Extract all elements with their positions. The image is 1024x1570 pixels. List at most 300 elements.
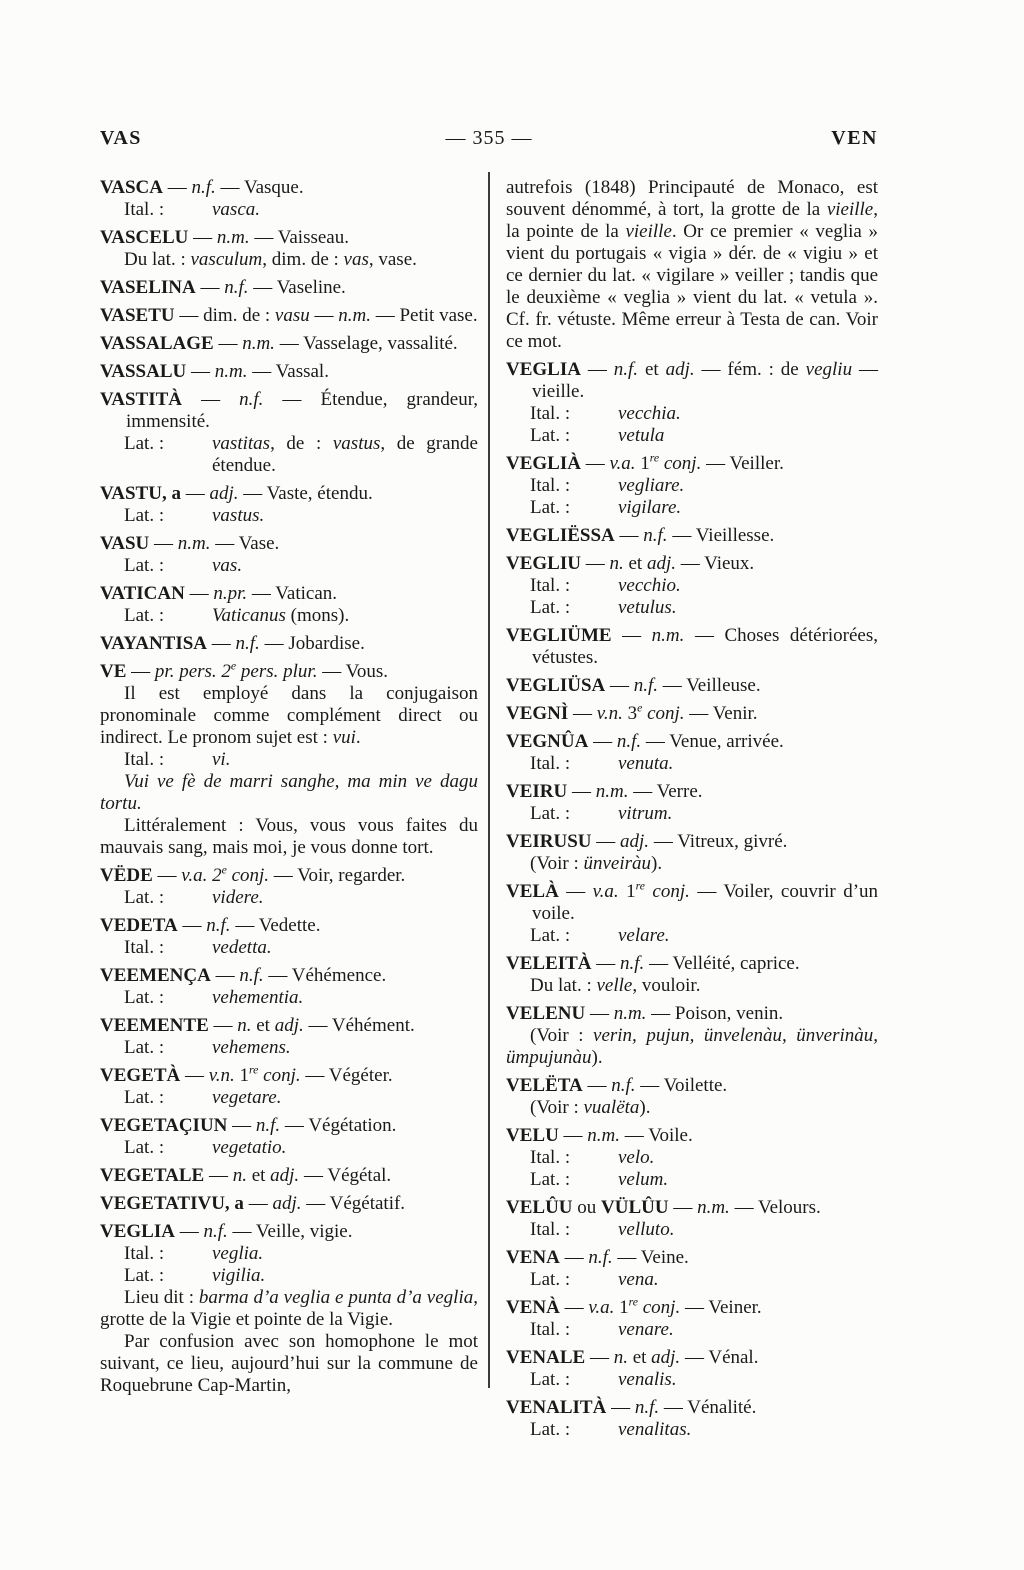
translation-line	[506, 925, 878, 947]
italic-text: n.pr.	[213, 583, 248, 604]
italic-text: Vui ve fè de marri sanghe, ma min ve dagu tortu.	[100, 771, 478, 814]
regular-text: —	[204, 1165, 233, 1186]
italic-text: v.n.	[208, 1065, 235, 1086]
italic-text: vehementia.	[212, 987, 304, 1008]
entry-headline	[100, 227, 478, 249]
language-label: Lat. :	[530, 803, 571, 824]
italic-text: n.f.	[613, 359, 639, 380]
regular-text: — Venir.	[684, 703, 758, 724]
italic-text: conj.	[645, 881, 690, 902]
entry-headline	[506, 1197, 878, 1219]
headword-text: VEGLIA	[100, 1221, 175, 1242]
headword-text: VEDETA	[100, 915, 178, 936]
entry-headline	[100, 633, 478, 655]
italic-text: vedetta.	[212, 937, 272, 958]
headword-text: VASELINA	[100, 277, 196, 298]
headword-text: VÜLÛU	[601, 1197, 669, 1218]
italic-text: v.n.	[596, 703, 623, 724]
superscript-ordinal: re	[628, 1295, 638, 1309]
regular-text: — Veille, vigie.	[227, 1221, 353, 1242]
superscript-ordinal: re	[249, 1063, 259, 1077]
italic-text: verin, pujun, ünvelenàu, ünverinàu, ümpujunàu	[506, 1025, 878, 1068]
language-label: Lat. :	[530, 425, 571, 446]
regular-text: — dim. de :	[174, 305, 275, 326]
italic-text: vas.	[212, 555, 243, 576]
italic-text: vitrum.	[618, 803, 673, 824]
body-paragraph	[100, 1287, 478, 1331]
headword-text: VELU	[506, 1125, 559, 1146]
italic-text: vualëta	[583, 1097, 640, 1118]
italic-text: n.f.	[235, 633, 260, 654]
entry-headline	[506, 625, 878, 669]
language-label: Lat. :	[530, 1169, 571, 1190]
entry-headline	[100, 1015, 478, 1037]
italic-text: v.a.	[592, 881, 619, 902]
dictionary-entry	[506, 1003, 878, 1069]
regular-text: —	[668, 1197, 698, 1218]
regular-text: Il est employé dans la conjugaison pronominale comme complément direct ou indirect. Le pronom sujet est :	[100, 683, 478, 748]
italic-text: venare.	[618, 1319, 674, 1340]
entry-headline	[506, 781, 878, 803]
regular-text: — Vénal.	[680, 1347, 759, 1368]
entry-headline	[506, 1297, 878, 1319]
italic-text: vecchia.	[618, 403, 681, 424]
dictionary-entry	[506, 1197, 878, 1241]
body-paragraph	[100, 1331, 478, 1397]
dictionary-entry	[100, 227, 478, 271]
dictionary-entry	[506, 675, 878, 697]
regular-text: et	[246, 1165, 271, 1186]
regular-text: —	[152, 865, 182, 886]
headword-text: VEIRUSU	[506, 831, 592, 852]
regular-text: — Vénalité.	[659, 1397, 757, 1418]
headword-text: VASTU, a	[100, 483, 181, 504]
regular-text: —	[213, 333, 243, 354]
italic-text: velo.	[618, 1147, 655, 1168]
body-paragraph	[100, 815, 478, 859]
regular-text: —	[195, 277, 225, 298]
dictionary-entry	[100, 277, 478, 299]
italic-text: n.m.	[242, 333, 275, 354]
regular-text: Du lat. :	[124, 249, 191, 270]
headword-text: VATICAN	[100, 583, 185, 604]
note-line	[100, 249, 478, 271]
note-line	[506, 853, 878, 875]
italic-text: vasu	[274, 305, 310, 326]
regular-text: (Voir :	[530, 1097, 584, 1118]
regular-text: — Vitreux, givré.	[649, 831, 788, 852]
entry-headline	[100, 1165, 478, 1187]
dictionary-entry	[506, 1125, 878, 1191]
regular-text: Littéralement : Vous, vous vous faites du mauvais sang, mais moi, je vous donne tort.	[100, 815, 478, 858]
italic-text: barma d’a veglia e punta d’a veglia	[198, 1287, 474, 1308]
dictionary-entry	[506, 1347, 878, 1391]
italic-text: venalis.	[618, 1369, 677, 1390]
language-label: Lat. :	[124, 555, 165, 576]
italic-text: vehemens.	[212, 1037, 291, 1058]
italic-text: n.f.	[255, 1115, 281, 1136]
translation-line	[100, 199, 478, 221]
headword-text: VASSALU	[100, 361, 187, 382]
language-label: Lat. :	[530, 1369, 571, 1390]
italic-text: pr. pers. 2	[154, 661, 231, 682]
regular-text: —	[309, 305, 339, 326]
entry-headline	[100, 661, 478, 683]
language-label: Lat. :	[124, 987, 165, 1008]
italic-text: Vaticanus	[212, 605, 286, 626]
dictionary-entry	[100, 361, 478, 383]
headword-text: VENA	[506, 1247, 560, 1268]
regular-text: et	[638, 359, 666, 380]
italic-text: n.m.	[595, 781, 629, 802]
superscript-ordinal: re	[635, 879, 645, 893]
translation-line	[506, 1319, 878, 1341]
regular-text: ).	[651, 853, 663, 874]
headword-text: VENALE	[506, 1347, 586, 1368]
regular-text: — Veiner.	[680, 1297, 762, 1318]
italic-text: n.f.	[588, 1247, 613, 1268]
translation-line	[506, 425, 878, 447]
translation-line	[506, 403, 878, 425]
italic-text: vigilare.	[618, 497, 682, 518]
headword-text: VEGLIÀ	[506, 453, 581, 474]
headword-text: VEEMENTE	[100, 1015, 209, 1036]
regular-text: — Étendue, grandeur, immensité.	[126, 389, 479, 432]
regular-text: — Voiler, couvrir d’un voile.	[532, 881, 879, 924]
entry-headline	[506, 881, 878, 925]
entry-headline	[100, 389, 478, 433]
italic-text: adj.	[209, 483, 239, 504]
italic-text: n.f.	[203, 1221, 228, 1242]
dictionary-entry	[506, 1075, 878, 1119]
italic-text: vecchio.	[618, 575, 681, 596]
body-paragraph	[100, 683, 478, 749]
language-label: Lat. :	[530, 497, 571, 518]
regular-text: —	[568, 703, 597, 724]
italic-text: n.	[232, 1165, 247, 1186]
regular-text: , vase.	[368, 249, 417, 270]
regular-text: , vouloir.	[632, 975, 701, 996]
italic-text: vas	[343, 249, 369, 270]
headword-text: VENÀ	[506, 1297, 560, 1318]
dictionary-entry	[506, 625, 878, 669]
translation-line	[506, 753, 878, 775]
translation-line	[100, 1087, 478, 1109]
headword-text: VEGLIÜSA	[506, 675, 606, 696]
dictionary-entry	[100, 1193, 478, 1215]
dictionary-entry	[100, 661, 478, 859]
translation-line	[506, 575, 878, 597]
regular-text: —	[591, 831, 621, 852]
entry-headline	[100, 1115, 478, 1137]
regular-text: —	[210, 965, 240, 986]
headword-text: VENALITÀ	[506, 1397, 607, 1418]
dictionary-entry	[506, 453, 878, 519]
regular-text: —	[591, 953, 621, 974]
regular-text: — Véhément.	[303, 1015, 415, 1036]
regular-text: — Voir, regarder.	[269, 865, 406, 886]
translation-line	[506, 1219, 878, 1241]
italic-text: vegetare.	[212, 1087, 282, 1108]
regular-text: —	[186, 361, 215, 382]
translation-line	[100, 1137, 478, 1159]
italic-text: adj.	[620, 831, 650, 852]
headword-text: VASTITÀ	[100, 389, 183, 410]
dictionary-entry	[100, 333, 478, 355]
language-label: Lat. :	[124, 605, 165, 626]
regular-text: —	[611, 625, 652, 646]
regular-text: — Voile.	[620, 1125, 693, 1146]
italic-text: velum.	[618, 1169, 669, 1190]
regular-text: —	[149, 533, 178, 554]
dictionary-entry	[100, 583, 478, 627]
note-line	[506, 975, 878, 997]
translation-line	[100, 1265, 478, 1287]
dictionary-entry	[100, 865, 478, 909]
regular-text: , la pointe de la	[506, 199, 878, 242]
regular-text: — Vatican.	[247, 583, 338, 604]
headword-text: VELEITÀ	[506, 953, 592, 974]
regular-text: —	[182, 389, 240, 410]
entry-headline	[506, 675, 878, 697]
italic-text: vasca.	[212, 199, 261, 220]
language-label: Lat. :	[530, 1269, 571, 1290]
dictionary-entry	[506, 1297, 878, 1341]
entry-headline	[100, 1221, 478, 1243]
regular-text: et	[623, 553, 647, 574]
regular-text: —	[180, 1065, 209, 1086]
headword-text: VEGLIA	[506, 359, 581, 380]
headword-text: VEGLIËSSA	[506, 525, 615, 546]
entry-headline	[506, 1125, 878, 1147]
headword-text: VEGETALE	[100, 1165, 205, 1186]
regular-text: — Vasselage, vassalité.	[274, 333, 458, 354]
regular-text: et	[251, 1015, 275, 1036]
translation-line	[100, 1243, 478, 1265]
regular-text: — Vieillesse.	[667, 525, 775, 546]
dictionary-entry	[506, 781, 878, 825]
regular-text: —	[559, 1297, 589, 1318]
headword-text: VEGNÌ	[506, 703, 569, 724]
regular-text: , de grande étendue.	[212, 433, 478, 476]
italic-text: adj.	[274, 1015, 304, 1036]
italic-text: n.m.	[216, 227, 250, 248]
headword-text: VEGLIU	[506, 553, 581, 574]
regular-text: — Vassal.	[247, 361, 329, 382]
italic-text: vieille	[826, 199, 874, 220]
italic-text: videre.	[212, 887, 264, 908]
language-label: Ital. :	[530, 403, 571, 424]
dictionary-entry	[100, 533, 478, 577]
regular-text: —	[163, 177, 192, 198]
regular-text: — Végéter.	[300, 1065, 393, 1086]
italic-text: vui	[332, 727, 356, 748]
headword-text: VEEMENÇA	[100, 965, 211, 986]
italic-text: pers. plur.	[236, 661, 318, 682]
regular-text: —	[180, 483, 210, 504]
italic-text: velle	[596, 975, 633, 996]
language-label: Lat. :	[530, 597, 571, 618]
regular-text: — Venue, arrivée.	[641, 731, 784, 752]
entry-headline	[506, 453, 878, 475]
translation-line	[506, 1369, 878, 1391]
italic-text: n.m.	[697, 1197, 730, 1218]
dictionary-entry	[100, 1065, 478, 1109]
regular-text: — Verre.	[628, 781, 703, 802]
entry-headline	[100, 583, 478, 605]
headword-text: VEGETAÇIUN	[100, 1115, 228, 1136]
headword-text: VASU	[100, 533, 150, 554]
italic-text: conj.	[659, 453, 702, 474]
entry-headline	[506, 1075, 878, 1097]
italic-text: vigilia.	[212, 1265, 266, 1286]
regular-text: (Voir :	[530, 853, 584, 874]
dictionary-entry	[506, 703, 878, 725]
dictionary-entry	[100, 1221, 478, 1397]
entry-headline	[100, 1193, 478, 1215]
entry-headline	[100, 305, 478, 327]
regular-text: — Vedette.	[230, 915, 321, 936]
regular-text: — Vase.	[210, 533, 280, 554]
language-label: Lat. :	[124, 1265, 165, 1286]
translation-line	[100, 987, 478, 1009]
regular-text: Du lat. :	[530, 975, 597, 996]
regular-text: Par confusion avec son homophone le mot suivant, ce lieu, aujourd’hui sur la commune de Roquebrune Cap-Martin,	[100, 1331, 478, 1396]
language-label: Ital. :	[530, 1319, 571, 1340]
translation-line	[506, 1147, 878, 1169]
regular-text: —	[606, 1397, 635, 1418]
dictionary-entry	[100, 177, 478, 221]
headword-text: VEIRU	[506, 781, 568, 802]
regular-text: et	[627, 1347, 652, 1368]
italic-text: n.m.	[651, 625, 685, 646]
regular-text: —	[580, 453, 610, 474]
translation-line	[506, 1169, 878, 1191]
dictionary-entry	[100, 915, 478, 959]
headword-text: VASCA	[100, 177, 164, 198]
italic-text: n.f.	[191, 177, 216, 198]
regular-text: —	[614, 525, 644, 546]
entry-headline	[100, 177, 478, 199]
regular-text: — Vaseline.	[248, 277, 346, 298]
regular-text: , grotte de la Vigie et pointe de la Vigie.	[100, 1287, 478, 1330]
entry-headline	[506, 831, 878, 853]
headword-text: VELÛU	[506, 1197, 573, 1218]
entry-headline	[100, 277, 478, 299]
regular-text: 1	[234, 1065, 250, 1086]
regular-text: —	[580, 359, 614, 380]
regular-text: —	[243, 1193, 273, 1214]
italic-text: v.a. 2	[181, 865, 222, 886]
page-number: — 355 —	[445, 127, 533, 149]
running-head-right-word: VEN	[831, 127, 878, 149]
headword-text: VËDE	[100, 865, 153, 886]
italic-text: n.	[237, 1015, 252, 1036]
dictionary-entry	[506, 1397, 878, 1441]
dictionary-entry	[506, 553, 878, 619]
headword-text: VASSALAGE	[100, 333, 214, 354]
regular-text: — Voilette.	[635, 1075, 728, 1096]
italic-text: vasculum	[190, 249, 263, 270]
language-label: Ital. :	[530, 1147, 571, 1168]
italic-text: ünveiràu	[583, 853, 652, 874]
body-paragraph	[506, 1025, 878, 1069]
entry-headline	[506, 1347, 878, 1369]
italic-text: n.f.	[611, 1075, 636, 1096]
language-label: Ital. :	[530, 575, 571, 596]
regular-text: — Jobardise.	[259, 633, 365, 654]
entry-headline	[506, 953, 878, 975]
regular-text: —	[207, 633, 236, 654]
regular-text: 1	[618, 881, 636, 902]
regular-text: — Vous.	[317, 661, 389, 682]
headword-text: VASCELU	[100, 227, 189, 248]
language-label: Ital. :	[530, 1219, 571, 1240]
dictionary-entry	[100, 305, 478, 327]
italic-text: n.m.	[214, 361, 248, 382]
note-line	[506, 1097, 878, 1119]
entry-headline	[100, 333, 478, 355]
right-column	[506, 177, 878, 1441]
entry-headline	[506, 1003, 878, 1025]
language-label: Ital. :	[530, 753, 571, 774]
dictionary-entry	[100, 633, 478, 655]
regular-text: 1	[635, 453, 650, 474]
dictionary-entry	[506, 881, 878, 947]
regular-text: —	[558, 1125, 588, 1146]
regular-text: , de :	[270, 433, 333, 454]
italic-text: n.f.	[239, 389, 264, 410]
headword-text: VASETU	[100, 305, 175, 326]
italic-text: v.a.	[609, 453, 636, 474]
regular-text: — Veine.	[612, 1247, 689, 1268]
entry-headline	[506, 731, 878, 753]
headword-text: VEGNÛA	[506, 731, 589, 752]
language-label: Lat. :	[124, 433, 165, 454]
italic-text: adj.	[665, 359, 695, 380]
italic-text: velare.	[618, 925, 670, 946]
regular-text: 3	[622, 703, 638, 724]
entry-headline	[506, 553, 878, 575]
headword-text: VE	[100, 661, 127, 682]
regular-text: — Végétatif.	[301, 1193, 406, 1214]
language-label: Lat. :	[124, 1087, 165, 1108]
dictionary-entry	[506, 1247, 878, 1291]
entry-headline	[506, 703, 878, 725]
entry-headline	[506, 359, 878, 403]
dictionary-entry	[506, 525, 878, 547]
regular-text: — Végétation.	[280, 1115, 397, 1136]
italic-text: adj.	[651, 1347, 681, 1368]
italic-text: n.	[613, 1347, 628, 1368]
entry-headline	[506, 1247, 878, 1269]
entry-headline	[100, 965, 478, 987]
italic-text: n.f.	[633, 675, 659, 696]
regular-text: —	[227, 1115, 256, 1136]
translation-line	[506, 475, 878, 497]
language-label: Ital. :	[124, 749, 165, 770]
regular-text: .	[355, 727, 361, 748]
regular-text: autrefois (1848) Principauté de Monaco, est souvent dénommé, à tort, la grotte de la	[506, 177, 878, 220]
italic-text: venalitas.	[618, 1419, 692, 1440]
italic-text: n.f.	[206, 915, 231, 936]
italic-text: vi.	[212, 749, 231, 770]
italic-text: v.a.	[588, 1297, 615, 1318]
superscript-ordinal: e	[230, 659, 237, 673]
entry-headline	[506, 525, 878, 547]
dictionary-entry	[506, 831, 878, 875]
italic-text: n.f.	[643, 525, 668, 546]
